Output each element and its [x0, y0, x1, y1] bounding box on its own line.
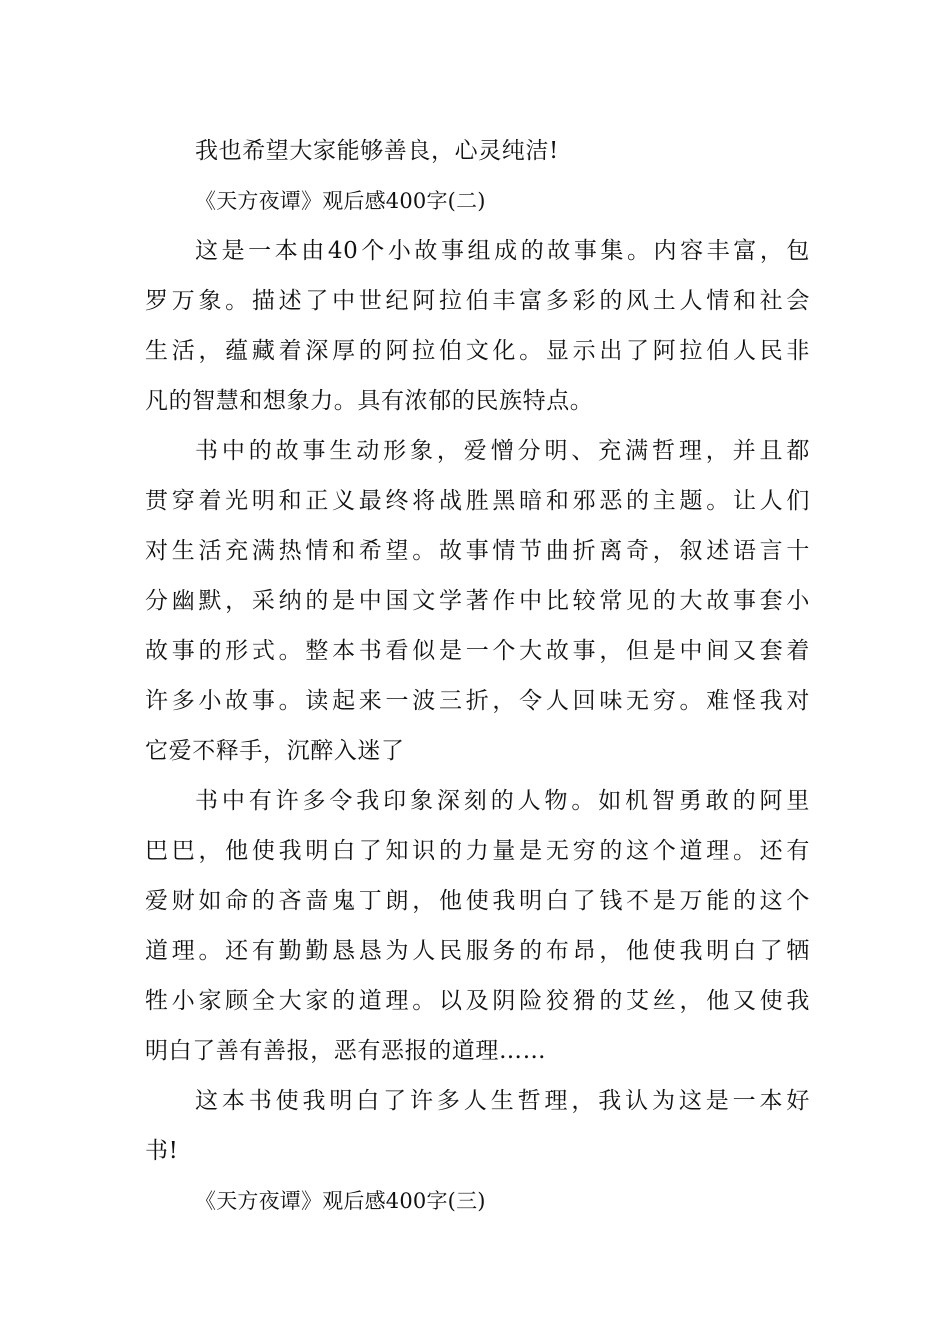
section-heading: 《天方夜谭》观后感400字(二) — [195, 189, 486, 213]
paragraph-line: 生活，蕴藏着深厚的阿拉伯文化。显示出了阿拉伯人民非 — [145, 338, 810, 364]
paragraph-line: 书! — [145, 1138, 179, 1164]
paragraph-line: 凡的智慧和想象力。具有浓郁的民族特点。 — [145, 388, 594, 414]
document-page — [145, 126, 810, 1226]
paragraph-line: 故事的形式。整本书看似是一个大故事，但是中间又套着 — [145, 638, 810, 664]
paragraph-line: 明白了善有善报，恶有恶报的道理…… — [145, 1038, 547, 1064]
paragraph-line: 巴巴，他使我明白了知识的力量是无穷的这个道理。还有 — [145, 838, 810, 864]
paragraph-line: 罗万象。描述了中世纪阿拉伯丰富多彩的风土人情和社会 — [145, 288, 810, 314]
paragraph-line: 牲小家顾全大家的道理。以及阴险狡猾的艾丝，他又使我 — [145, 988, 810, 1014]
paragraph-line: 道理。还有勤勤恳恳为人民服务的布昂，他使我明白了牺 — [145, 938, 810, 964]
paragraph-line: 许多小故事。读起来一波三折，令人回味无穷。难怪我对 — [145, 688, 810, 714]
paragraph-line: 这是一本由40个小故事组成的故事集。内容丰富，包 — [195, 238, 810, 264]
paragraph-line: 书中有许多令我印象深刻的人物。如机智勇敢的阿里 — [195, 788, 810, 814]
paragraph-line: 这本书使我明白了许多人生哲理，我认为这是一本好 — [195, 1088, 810, 1114]
paragraph-line: 分幽默，采纳的是中国文学著作中比较常见的大故事套小 — [145, 588, 810, 614]
paragraph-line: 爱财如命的吝啬鬼丁朗，他使我明白了钱不是万能的这个 — [145, 888, 810, 914]
section-heading: 《天方夜谭》观后感400字(三) — [195, 1189, 486, 1213]
paragraph-line: 贯穿着光明和正义最终将战胜黑暗和邪恶的主题。让人们 — [145, 488, 810, 514]
paragraph-line: 我也希望大家能够善良，心灵纯洁! — [195, 138, 559, 164]
paragraph-line: 书中的故事生动形象，爱憎分明、充满哲理，并且都 — [195, 438, 810, 464]
paragraph-line: 对生活充满热情和希望。故事情节曲折离奇，叙述语言十 — [145, 538, 810, 564]
paragraph-line: 它爱不释手，沉醉入迷了 — [145, 738, 405, 764]
